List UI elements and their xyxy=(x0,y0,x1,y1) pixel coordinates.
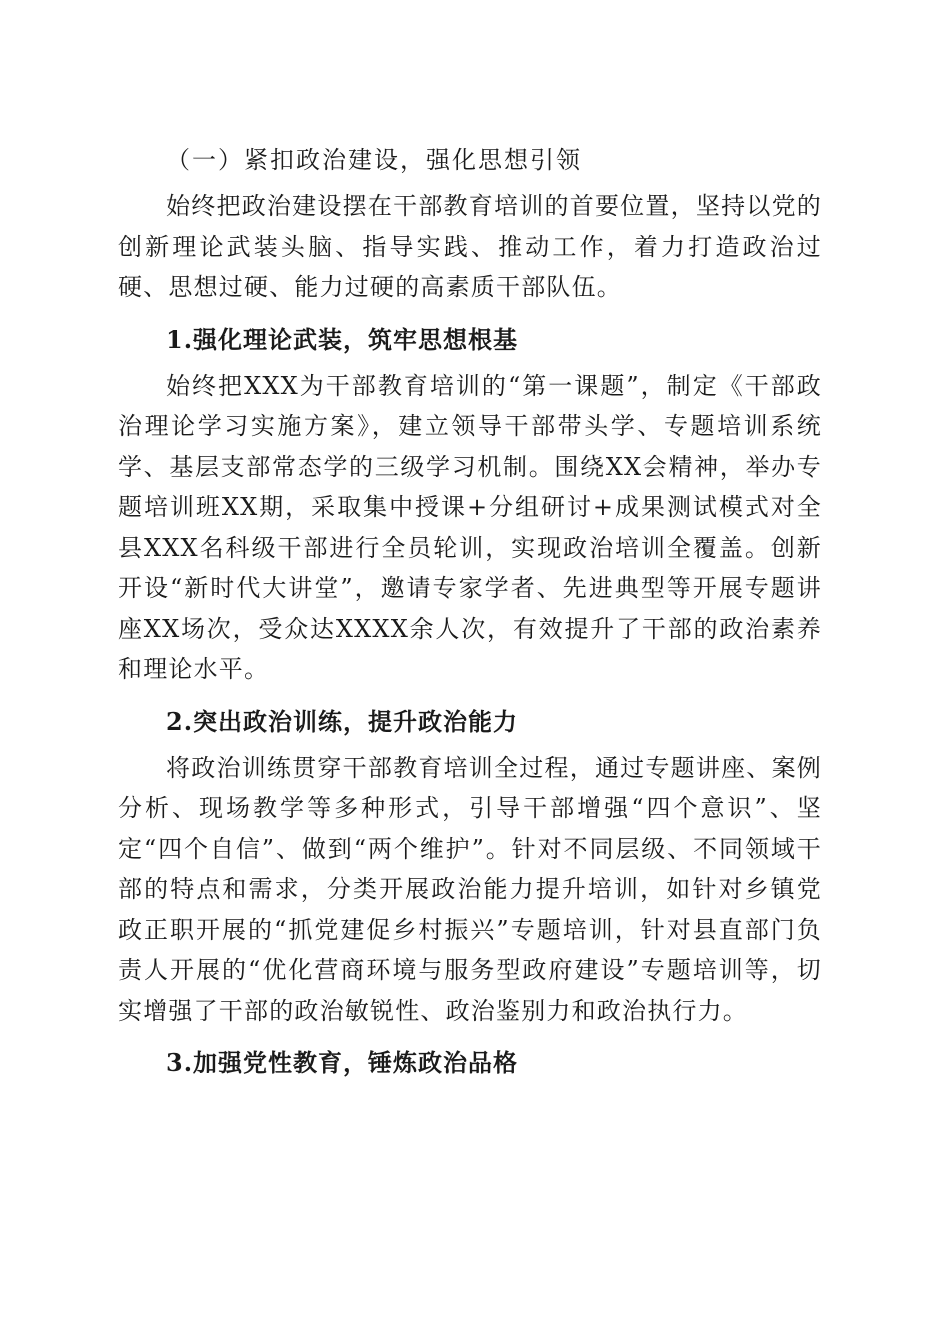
subsection-heading-3: 3.加强党性教育，锤炼政治品格 xyxy=(166,1048,519,1077)
section-heading: （一）紧扣政治建设，强化思想引领 xyxy=(166,146,582,174)
subsection-heading-2: 2.突出政治训练，提升政治能力 xyxy=(166,706,519,736)
subsection-paragraph-1: 始终把XXX为干部教育培训的“第一课题”，制定《干部政治理论学习实施方案》，建立领导干部带头学、专题培训系统学、基层支部常态学的三级学习机制。围绕XX会精神，举办专题培训班XX期，采取集中授课+分组研讨+成果测试模式对全县XXX名科级干部进行全员轮训，实现政治培训全覆盖。创新开设“新时代大讲堂”，邀请专家学者、先进典型等开展专题讲座XX场次，受众达XXXX余人次，有效提升了干部的政治素养和理论水平。 xyxy=(118,371,822,683)
subsection-paragraph-2: 将政治训练贯穿干部教育培训全过程，通过专题讲座、案例分析、现场教学等多种形式，引导干部增强“四个意识”、坚定“四个自信”、做到“两个维护”。针对不同层级、不同领域干部的特点和需求，分类开展政治能力提升培训，如针对乡镇党政正职开展的“抓党建促乡村振兴”专题培训，针对县直部门负责人开展的“优化营商环境与服务型政府建设”专题培训等，切实增强了干部的政治敏锐性、政治鉴别力和政治执行力。 xyxy=(118,753,822,1025)
subsection-heading-1: 1.强化理论武装，筑牢思想根基 xyxy=(166,324,519,354)
document-body xyxy=(118,140,822,1083)
intro-paragraph: 始终把政治建设摆在干部教育培训的首要位置，坚持以党的创新理论武装头脑、指导实践、推动工作，着力打造政治过硬、思想过硬、能力过硬的高素质干部队伍。 xyxy=(118,192,822,301)
